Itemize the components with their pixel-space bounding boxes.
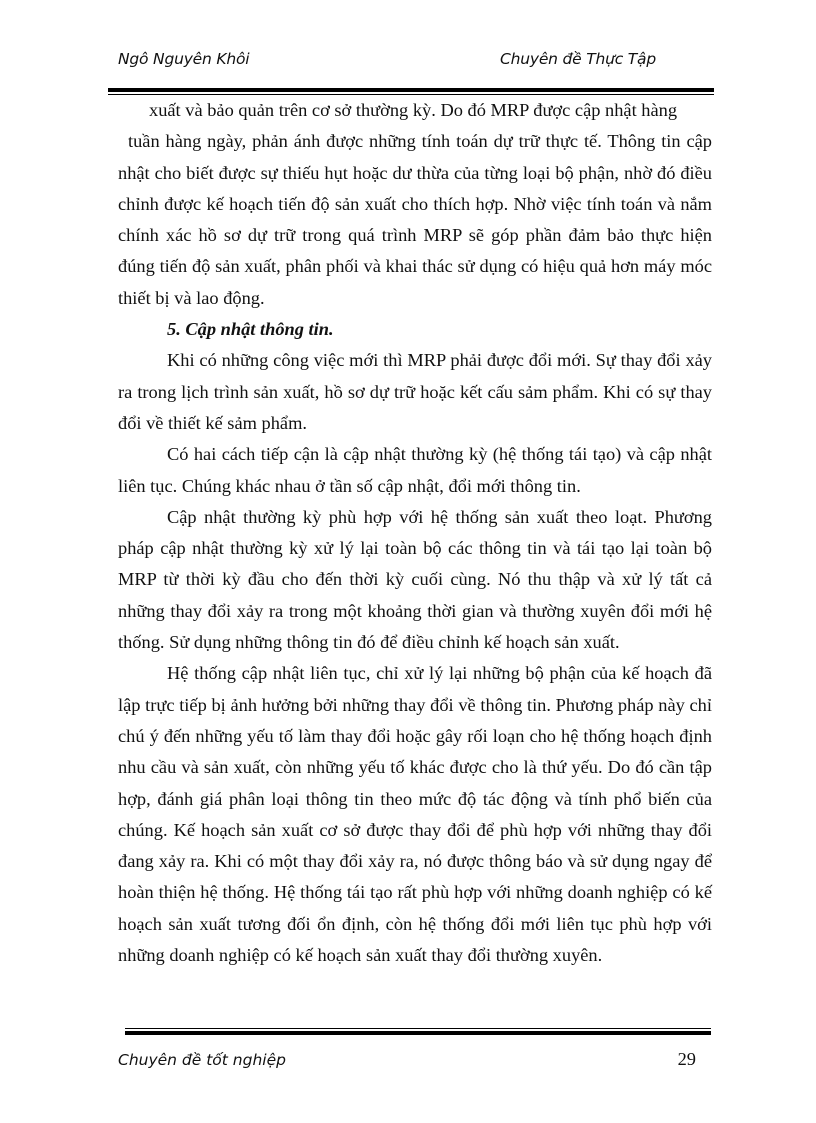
section-heading: 5. Cập nhật thông tin.: [167, 319, 334, 340]
footer-rule-thick: [125, 1031, 711, 1035]
page-number: 29: [677, 1049, 696, 1069]
paragraph-continued-first-line: xuất và bảo quản trên cơ sở thường kỳ. Do đó MRP được cập nhật hàng: [149, 100, 678, 120]
paragraph: Hệ thống cập nhật liên tục, chỉ xử lý lại những bộ phận của kế hoạch đã lập trực tiếp bị ảnh hưởng bởi những thay đổi về thông tin. Phương pháp này chỉ chú ý đến những yếu tố làm thay đổi hoặc gây rối loạn cho hệ thống hoạch định nhu cầu và sản xuất, còn những yếu tố khác được cho là thứ yếu. Do đó cần tập hợp, đánh giá phân loại thông tin theo mức độ tác động và tính phổ biến của chúng. Kế hoạch sản xuất cơ sở được thay đổi để phù hợp với những thay đổi đang xảy ra. Khi có một thay đổi xảy ra, nó được thông báo và sử dụng ngay để hoàn thiện hệ thống. Hệ thống tái tạo rất phù hợp với những doanh nghiệp có kế hoạch sản xuất tương đối ổn định, còn hệ thống đổi mới liên tục phù hợp với những doanh nghiệp có kế hoạch sản xuất thay đổi thường xuyên.: [118, 663, 712, 966]
header-rule-thick: [108, 88, 714, 92]
page-body: [118, 95, 712, 971]
paragraph: Có hai cách tiếp cận là cập nhật thường kỳ (hệ thống tái tạo) và cập nhật liên tục. Chúng khác nhau ở tần số cập nhật, đổi mới thông tin.: [118, 444, 712, 496]
footer-label: Chuyên đề tốt nghiệp: [118, 1051, 286, 1069]
paragraph-continued: tuần hàng ngày, phản ánh được những tính toán dự trữ thực tế. Thông tin cập nhật cho biết được sự thiếu hụt hoặc dư thừa của từng loại bộ phận, nhờ đó điều chỉnh được kế hoạch tiến độ sản xuất cho thích hợp. Nhờ việc tính toán và nắm chính xác hồ sơ dự trữ trong quá trình MRP sẽ góp phần đảm bảo thực hiện đúng tiến độ sản xuất, phân phối và khai thác sử dụng có hiệu quả hơn máy móc thiết bị và lao động.: [118, 131, 712, 308]
header-author: Ngô Nguyên Khôi: [118, 50, 250, 68]
footer-rule-thin: [125, 1028, 711, 1029]
paragraph: Cập nhật thường kỳ phù hợp với hệ thống sản xuất theo loạt. Phương pháp cập nhật thường kỳ xử lý lại toàn bộ các thông tin và tái tạo lại toàn bộ MRP từ thời kỳ đầu cho đến thời kỳ cuối cùng. Nó thu thập và xử lý tất cả những thay đổi xảy ra trong một khoảng thời gian và thường xuyên đổi mới hệ thống. Sử dụng những thông tin đó để điều chỉnh kế hoạch sản xuất.: [118, 506, 712, 653]
paragraph: Khi có những công việc mới thì MRP phải được đổi mới. Sự thay đổi xảy ra trong lịch trình sản xuất, hồ sơ dự trữ hoặc kết cấu sảm phẩm. Khi có sự thay đổi về thiết kế sảm phẩm.: [118, 350, 712, 433]
header-title: Chuyên đề Thực Tập: [499, 50, 656, 68]
